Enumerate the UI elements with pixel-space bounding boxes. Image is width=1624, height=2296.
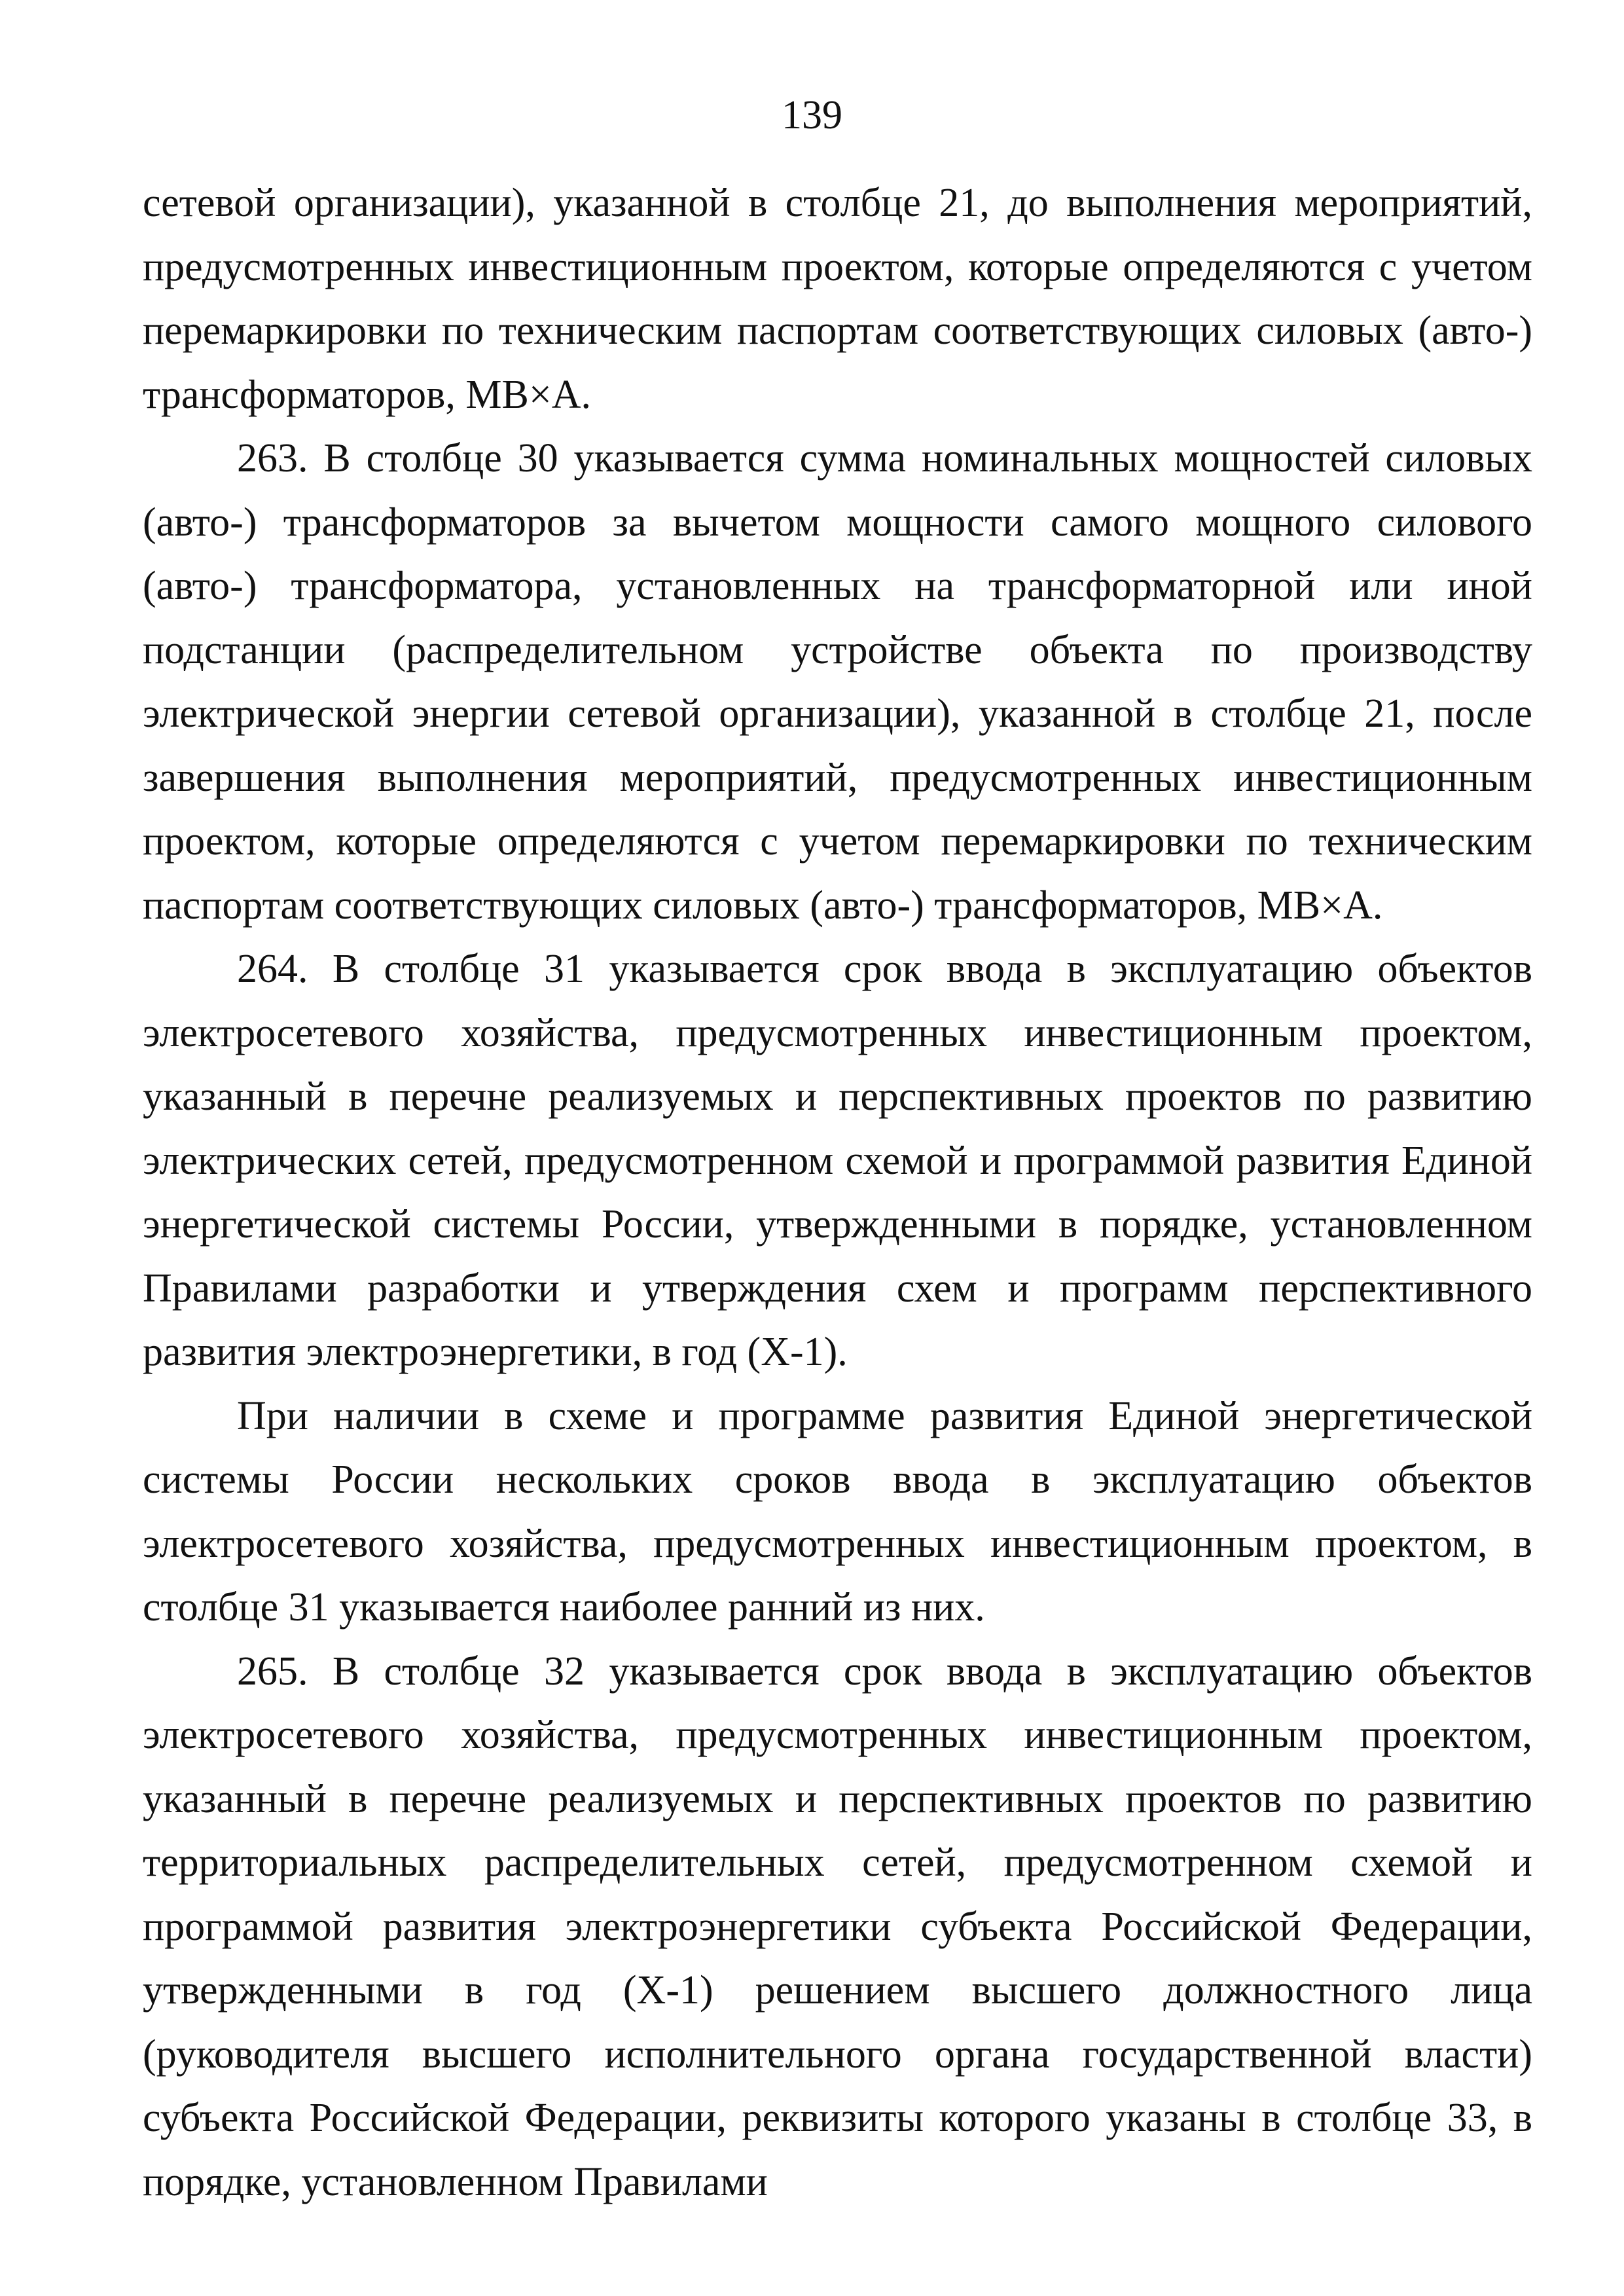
- paragraph-continuation: сетевой организации), указанной в столбце 21, до выполнения мероприятий, предусмотренных инвестиционным проектом, которые определяются с учетом перемаркировки по техническим паспортам соответствующих силовых (авто-) трансформаторов, МВ×А.: [143, 181, 1532, 417]
- page-number: 139: [782, 93, 842, 137]
- paragraph-item-265: 265. В столбце 32 указывается срок ввода в эксплуатацию объектов электросетевого хозяйства, предусмотренных инвестиционным проектом, указанный в перечне реализуемых и перспективных проектов по развитию территориальных распределительных сетей, предусмотренном схемой и программой развития электроэнергетики субъекта Российской Федерации, утвержденными в год (Х-1) решением высшего должностного лица (руководителя высшего исполнительного органа государственной власти) субъекта Российской Федерации, реквизиты которого указаны в столбце 33, в порядке, установленном Правилами: [143, 1649, 1532, 2204]
- paragraph-item-264-note: При наличии в схеме и программе развития Единой энергетической системы России нескольких сроков ввода в эксплуатацию объектов электросетевого хозяйства, предусмотренных инвестиционным проектом, в столбце 31 указывается наиболее ранний из них.: [143, 1393, 1532, 1630]
- body-text: [143, 172, 1532, 2214]
- paragraph-item-263: 263. В столбце 30 указывается сумма номинальных мощностей силовых (авто-) трансформаторов за вычетом мощности самого мощного силового (авто-) трансформатора, установленных на трансформаторной или иной подстанции (распределительном устройстве объекта по производству электрической энергии сетевой организации), указанной в столбце 21, после завершения выполнения мероприятий, предусмотренных инвестиционным проектом, которые определяются с учетом перемаркировки по техническим паспортам соответствующих силовых (авто-) трансформаторов, МВ×А.: [143, 436, 1532, 928]
- paragraph-item-264: 264. В столбце 31 указывается срок ввода в эксплуатацию объектов электросетевого хозяйства, предусмотренных инвестиционным проектом, указанный в перечне реализуемых и перспективных проектов по развитию электрических сетей, предусмотренном схемой и программой развития Единой энергетической системы России, утвержденными в порядке, установленном Правилами разработки и утверждения схем и программ перспективного развития электроэнергетики, в год (Х-1).: [143, 947, 1532, 1374]
